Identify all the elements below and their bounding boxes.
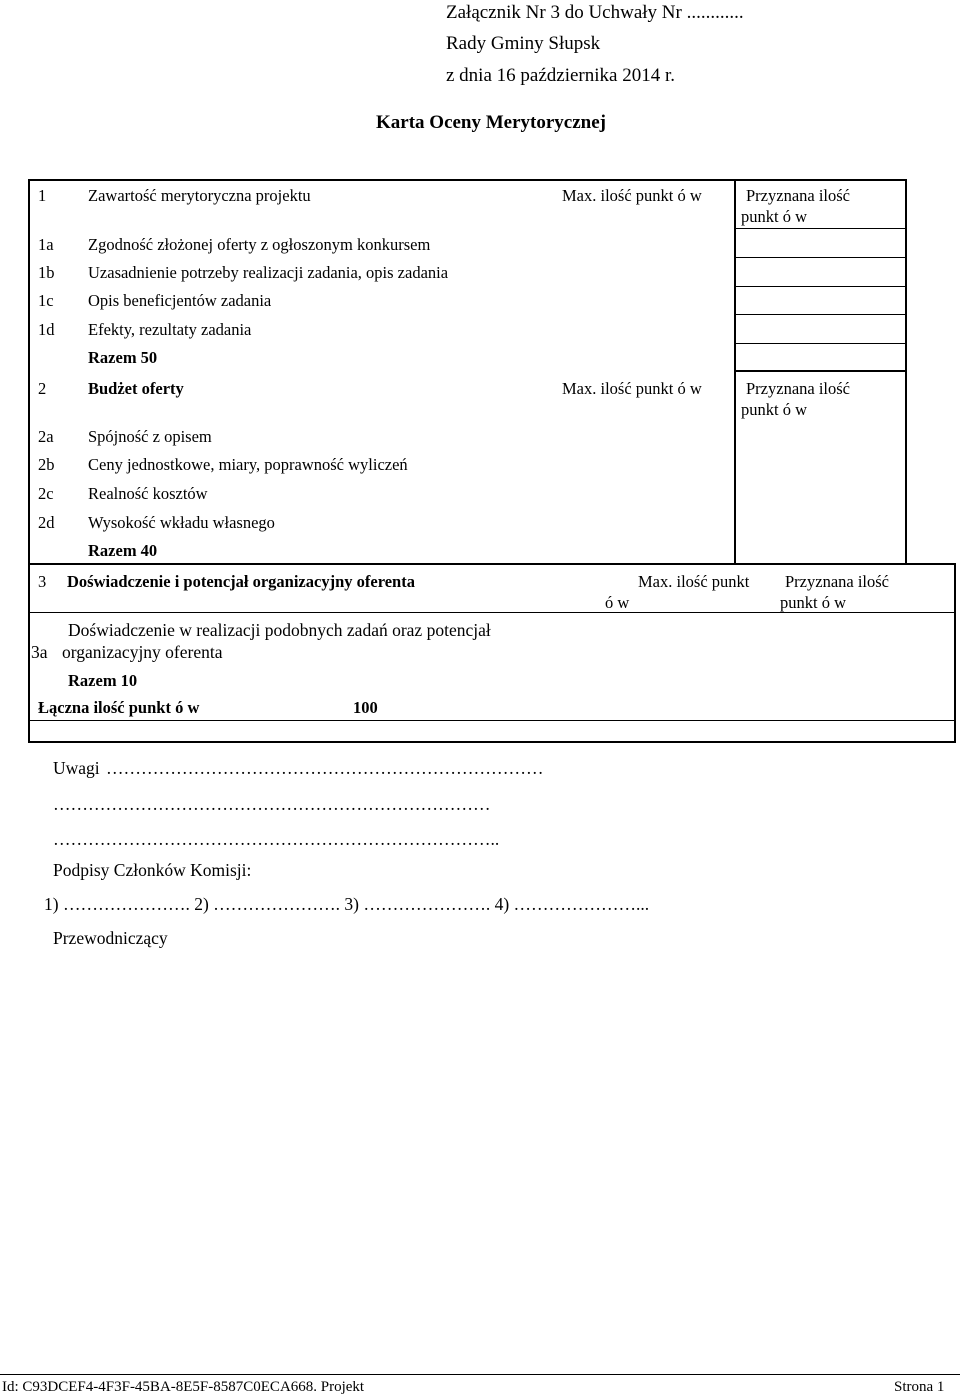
section2-awarded-label: Przyznana ilość: [746, 379, 851, 398]
section3-max-label-2: ó w: [605, 593, 630, 612]
section1-end-rule: [735, 370, 907, 372]
row-2c-label: Realność kosztów: [88, 484, 208, 503]
row-2c-number: 2c: [38, 484, 54, 503]
section2-max-label: Max. ilość punkt ó w: [562, 379, 702, 398]
section1-total: Razem 50: [88, 348, 158, 367]
row-2b-label: Ceny jednostkowe, miary, poprawność wyliczeń: [88, 455, 408, 474]
grand-total-value: 100: [353, 698, 378, 717]
row-3a-label-2: organizacyjny oferenta: [62, 642, 223, 662]
footer-rule: [0, 1374, 960, 1375]
row-2d-label: Wysokość wkładu własnego: [88, 513, 275, 532]
row-3a-number: 3a: [31, 642, 48, 662]
row-1a-rule: [735, 257, 907, 258]
notes-label: Uwagi: [53, 758, 100, 778]
section3-total: Razem 10: [68, 671, 138, 690]
section3-title: Doświadczenie i potencjał organizacyjny oferenta: [67, 572, 415, 591]
row-1a-number: 1a: [38, 235, 54, 254]
page-number: Strona 1: [894, 1379, 945, 1395]
row-2a-number: 2a: [38, 427, 54, 446]
attachment-line: Załącznik Nr 3 do Uchwały Nr ............: [446, 2, 744, 23]
section1-number: 1: [38, 186, 47, 205]
section2-total: Razem 40: [88, 541, 158, 560]
notes-dots-2: …………………………………………………………………: [53, 794, 491, 814]
row-1a-label: Zgodność złożonej oferty z ogłoszonym konkursem: [88, 235, 431, 254]
row-1d-label: Efekty, rezultaty zadania: [88, 320, 252, 339]
section2-awarded-divider: [734, 371, 736, 565]
section1-awarded-label: Przyznana ilość: [746, 186, 851, 205]
notes-dots-3: …………………………………………………………………..: [53, 829, 500, 849]
row-2b-number: 2b: [38, 455, 55, 474]
date-line: z dnia 16 października 2014 r.: [446, 65, 675, 86]
grand-total-label: Łączna ilość punkt ó w: [38, 698, 200, 717]
section3-number: 3: [38, 572, 47, 591]
signature-lines: 1) …………………. 2) …………………. 3) …………………. 4) …………………...: [44, 894, 650, 914]
row-1b-rule: [735, 286, 907, 287]
section3-awarded-label: Przyznana ilość: [785, 572, 890, 591]
section1-header-rule: [735, 228, 907, 229]
row-1c-number: 1c: [38, 291, 54, 310]
row-3a-label: Doświadczenie w realizacji podobnych zadań oraz potencjał: [68, 620, 491, 640]
section3-max-label: Max. ilość punkt: [638, 572, 750, 591]
section2-title: Budżet oferty: [88, 379, 184, 398]
section1-awarded-label-2: punkt ó w: [741, 207, 807, 226]
row-1d-rule: [735, 343, 907, 344]
section2-number: 2: [38, 379, 47, 398]
row-1b-label: Uzasadnienie potrzeby realizacji zadania, opis zadania: [88, 263, 449, 282]
signatures-label: Podpisy Członków Komisji:: [53, 860, 252, 880]
document-title: Karta Oceny Merytorycznej: [376, 112, 607, 133]
document-id: Id: C93DCEF4-4F3F-45BA-8E5F-8587C0ECA668. Projekt: [2, 1379, 365, 1395]
notes-dots-1: …………………………………………………………………: [106, 758, 544, 778]
row-2a-label: Spójność z opisem: [88, 427, 212, 446]
section1-title: Zawartość merytoryczna projektu: [88, 186, 311, 205]
section1-max-label: Max. ilość punkt ó w: [562, 186, 702, 205]
section2-awarded-label-2: punkt ó w: [741, 400, 807, 419]
row-1c-label: Opis beneficjentów zadania: [88, 291, 272, 310]
council-line: Rady Gminy Słupsk: [446, 33, 601, 54]
section3-bottom-rule: [29, 720, 955, 721]
row-1d-number: 1d: [38, 320, 55, 339]
section3-awarded-label-2: punkt ó w: [780, 593, 846, 612]
row-1b-number: 1b: [38, 263, 55, 282]
row-2d-number: 2d: [38, 513, 55, 532]
chair-label: Przewodniczący: [53, 928, 168, 948]
row-1c-rule: [735, 314, 907, 315]
